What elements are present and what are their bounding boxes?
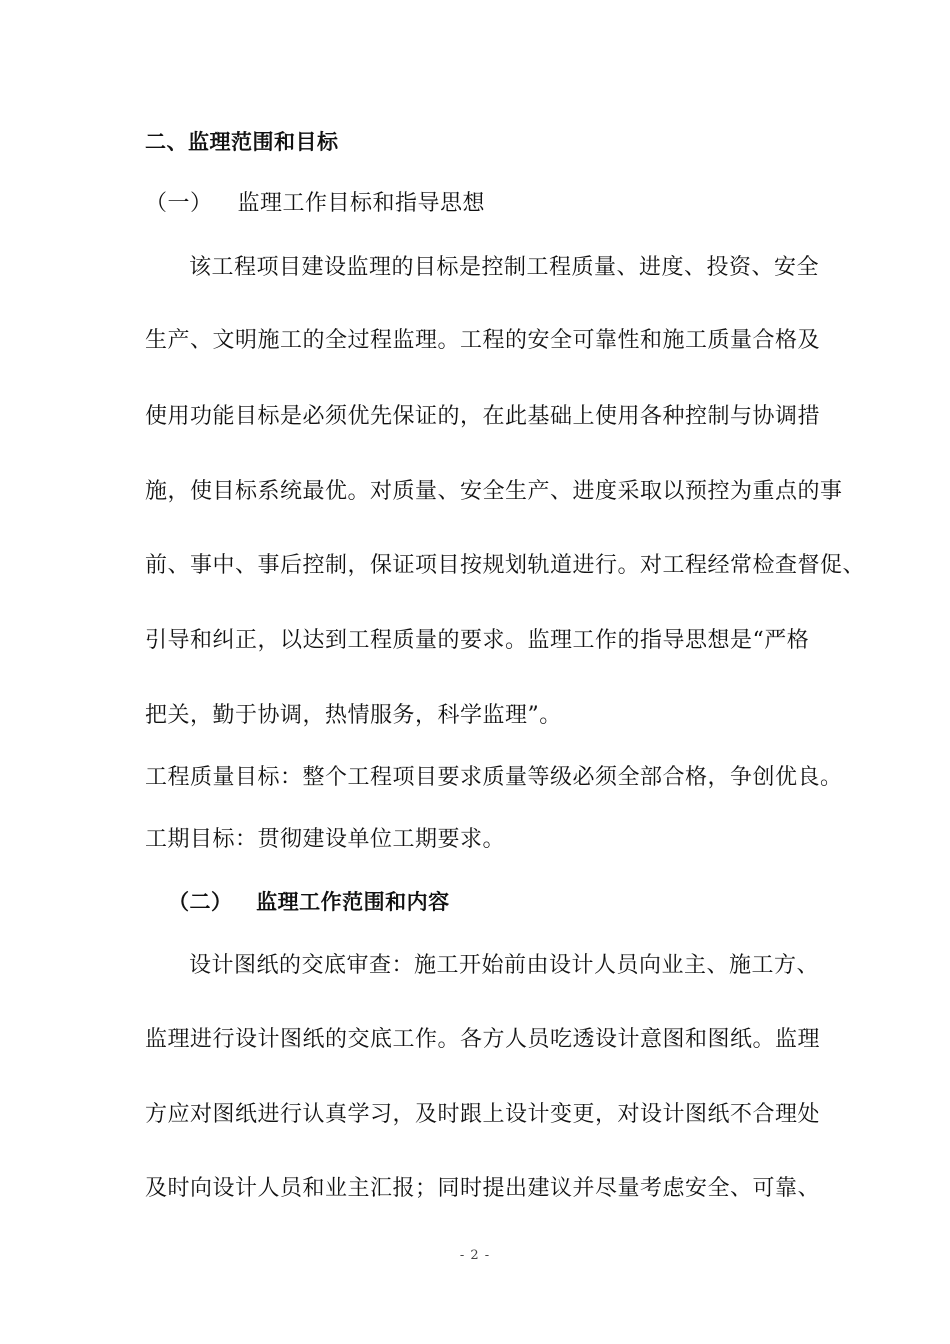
para2-line-4: 及时向设计人员和业主汇报；同时提出建议并尽量考虑安全、可靠、 [145, 1176, 821, 1201]
para2-line-3: 方应对图纸进行认真学习，及时跟上设计变更，对设计图纸不合理处 [145, 1102, 821, 1127]
para2-line-1: 设计图纸的交底审查：施工开始前由设计人员向业主、施工方、 [189, 953, 820, 978]
para1-line-2: 生产、文明施工的全过程监理。工程的安全可靠性和施工质量合格及 [145, 328, 821, 353]
subsection-2-number: （二） [168, 890, 233, 914]
quality-target: 工程质量目标：整个工程项目要求质量等级必须全部合格，争创优良。 [145, 765, 843, 790]
para2-line-2: 监理进行设计图纸的交底工作。各方人员吃透设计意图和图纸。监理 [145, 1027, 821, 1052]
para1-line-3: 使用功能目标是必须优先保证的，在此基础上使用各种控制与协调措 [145, 404, 821, 429]
subsection-1-heading [145, 191, 485, 217]
schedule-target: 工期目标：贯彻建设单位工期要求。 [145, 827, 506, 852]
para1-line-4: 施，使目标系统最优。对质量、安全生产、进度采取以预控为重点的事 [145, 479, 843, 504]
section-heading: 二、监理范围和目标 [145, 130, 339, 154]
page-number: - 2 - [459, 1248, 491, 1263]
subsection-1-title: 监理工作目标和指导思想 [237, 191, 486, 216]
subsection-2-heading [168, 889, 450, 915]
para1-line-5: 前、事中、事后控制，保证项目按规划轨道进行。对工程经常检查督促、 [145, 553, 866, 578]
subsection-2-title: 监理工作范围和内容 [256, 890, 450, 914]
subsection-1-number: （一） [145, 191, 213, 216]
para1-line-1: 该工程项目建设监理的目标是控制工程质量、进度、投资、安全 [189, 255, 820, 280]
para1-line-7: 把关，勤于协调，热情服务，科学监理”。 [145, 703, 562, 728]
para1-line-6: 引导和纠正，以达到工程质量的要求。监理工作的指导思想是“严格 [145, 628, 810, 653]
